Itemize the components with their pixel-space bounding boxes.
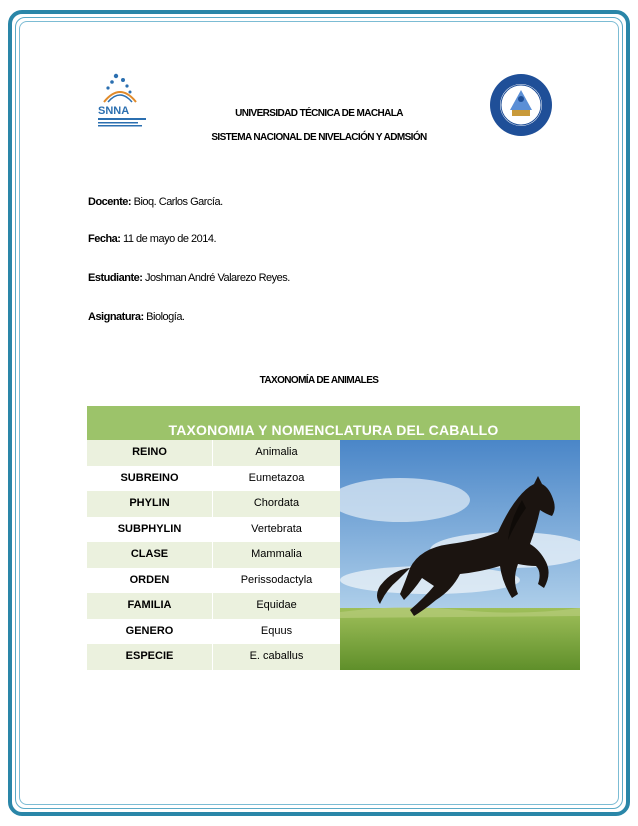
teacher-label: Docente: bbox=[88, 196, 132, 208]
value-cell: Animalia bbox=[255, 446, 298, 458]
rank-cell: ESPECIE bbox=[87, 644, 213, 670]
table-row bbox=[87, 593, 340, 619]
university-name: UNIVERSIDAD TÉCNICA DE MACHALA bbox=[235, 108, 403, 119]
horse-photo bbox=[340, 440, 580, 670]
value-cell: E. caballus bbox=[249, 650, 304, 662]
rank-cell: SUBREINO bbox=[87, 466, 213, 492]
table-row bbox=[87, 517, 340, 543]
rank-cell: FAMILIA bbox=[87, 593, 213, 619]
value-cell: Eumetazoa bbox=[248, 471, 305, 484]
table-row bbox=[87, 440, 340, 466]
student-label: Estudiante: bbox=[88, 272, 143, 284]
system-name: SISTEMA NACIONAL DE NIVELACIÓN Y ADMSIÓN bbox=[211, 132, 427, 143]
date-value: 11 de mayo de 2014. bbox=[120, 233, 217, 245]
date-line bbox=[88, 233, 216, 245]
teacher-line bbox=[88, 196, 223, 208]
table-row bbox=[87, 644, 340, 670]
subject-line bbox=[88, 311, 185, 323]
rank-cell: REINO bbox=[87, 440, 213, 466]
value-cell: Equus bbox=[260, 624, 293, 637]
table-row bbox=[87, 542, 340, 568]
student-line bbox=[88, 272, 290, 284]
university-seal bbox=[488, 72, 554, 138]
rank-cell: GENERO bbox=[87, 619, 213, 645]
value-cell: Equidae bbox=[256, 599, 297, 611]
student-value: Joshman André Valarezo Reyes. bbox=[142, 272, 290, 284]
table-title-banner: TAXONOMIA Y NOMENCLATURA DEL CABALLO bbox=[87, 406, 580, 440]
table-row bbox=[87, 568, 340, 594]
subject-value: Biología. bbox=[143, 311, 185, 323]
date-label: Fecha: bbox=[88, 233, 121, 245]
rank-cell: ORDEN bbox=[87, 568, 213, 594]
section-title: TAXONOMÍA DE ANIMALES bbox=[259, 375, 379, 386]
table-row bbox=[87, 491, 340, 517]
taxonomy-table bbox=[87, 440, 340, 670]
rank-cell: CLASE bbox=[87, 542, 213, 568]
value-cell: Perissodactyla bbox=[240, 573, 313, 586]
rank-cell: PHYLIN bbox=[87, 491, 213, 517]
value-cell: Chordata bbox=[253, 497, 300, 509]
value-cell: Vertebrata bbox=[251, 522, 302, 535]
table-row bbox=[87, 466, 340, 492]
subject-label: Asignatura: bbox=[88, 311, 144, 323]
snna-logo bbox=[94, 72, 150, 130]
snna-logo-text: SNNA bbox=[98, 105, 130, 117]
teacher-value: Bioq. Carlos García. bbox=[131, 196, 223, 208]
table-row bbox=[87, 619, 340, 645]
value-cell: Mammalia bbox=[251, 548, 302, 560]
rank-cell: SUBPHYLIN bbox=[87, 517, 213, 543]
